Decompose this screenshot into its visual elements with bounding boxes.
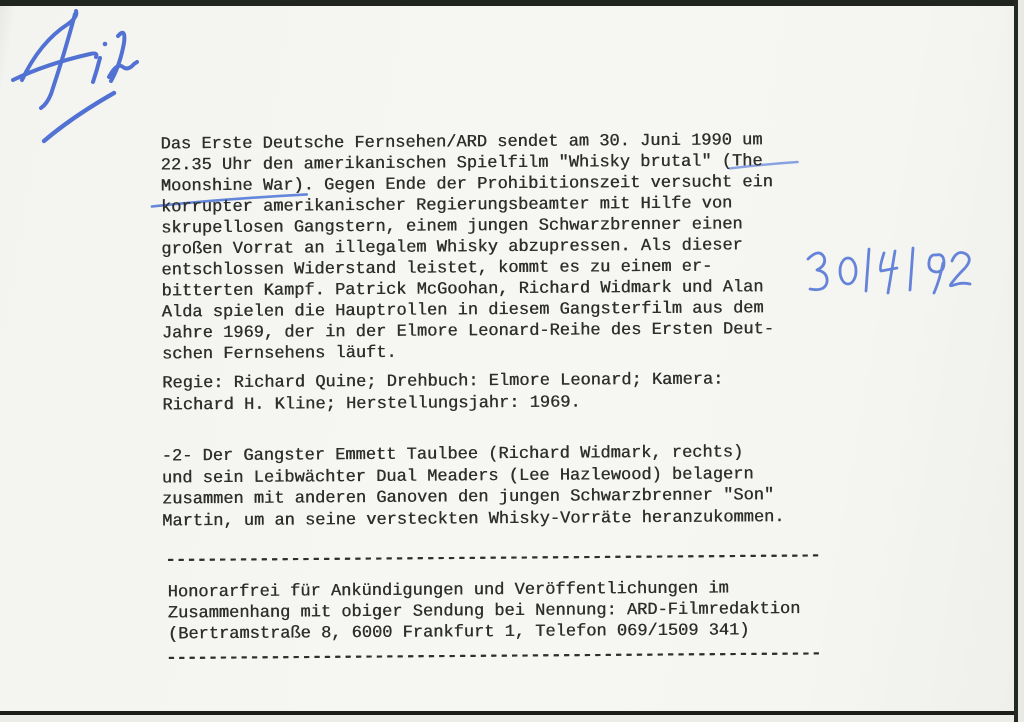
dashed-separator-top: --------------------------------------------------------------- bbox=[165, 546, 821, 571]
text-line: bitterten Kampf. Patrick McGoohan, Richard Widmark und Alan bbox=[161, 278, 764, 302]
text-line: zusammen mit anderen Ganoven den jungen Schwarzbrenner "Son" bbox=[161, 486, 775, 510]
text-line: entschlossen Widerstand leistet, kommt es zu einem er- bbox=[161, 257, 713, 281]
text-line: Regie: Richard Quine; Drehbuch: Elmore Leonard; Kamera: bbox=[162, 370, 724, 394]
text-line: 22.35 Uhr den amerikanischen Spielfilm "Whisky brutal" (The bbox=[160, 152, 763, 176]
text-line: und sein Leibwächter Dual Meaders (Lee Hazlewood) belagern bbox=[161, 464, 754, 488]
text-line: skrupellosen Gangstern, einem jungen Schwarzbrenner einen bbox=[161, 215, 743, 239]
text-line: schen Fernsehens läuft. bbox=[161, 343, 397, 365]
paragraph-synopsis bbox=[160, 130, 774, 365]
dashed-separator-bottom: --------------------------------------------------------------- bbox=[166, 644, 822, 669]
text-line: Alda spielen die Hauptrollen in diesem Gangsterfilm aus dem bbox=[161, 299, 764, 323]
text-line: Honorarfrei für Ankündigungen und Veröffentlichungen im bbox=[167, 579, 729, 603]
text-line: Richard H. Kline; Herstellungsjahr: 1969. bbox=[162, 393, 581, 416]
text-line: Zusammenhang mit obiger Sendung bei Nennung: ARD-Filmredaktion bbox=[167, 599, 801, 624]
paragraph-photo-caption bbox=[162, 442, 785, 532]
text-line: Jahre 1969, der in der Elmore Leonard-Reihe des Ersten Deut- bbox=[161, 320, 774, 344]
text-line: großen Vorrat an illegalem Whisky abzupressen. Als dieser bbox=[161, 236, 743, 260]
text-line: -2- Der Gangster Emmett Taulbee (Richard Widmark, rechts) bbox=[161, 443, 744, 467]
text-line: (Bertramstraße 8, 6000 Frankfurt 1, Telefon 069/1509 341) bbox=[167, 621, 750, 645]
text-line: korrupter amerikanischer Regierungsbeamter mit Hilfe von bbox=[160, 194, 733, 218]
text-line: Martin, um an seine versteckten Whisky-Vorräte heranzukommen. bbox=[162, 507, 785, 531]
paragraph-credits bbox=[162, 370, 723, 418]
text-line: Moonshine War). Gegen Ende der Prohibitionszeit versucht ein bbox=[160, 173, 773, 197]
text-line: Das Erste Deutsche Fernsehen/ARD sendet am 30. Juni 1990 um bbox=[160, 131, 763, 155]
paragraph-honorarfrei-notice bbox=[168, 578, 801, 645]
